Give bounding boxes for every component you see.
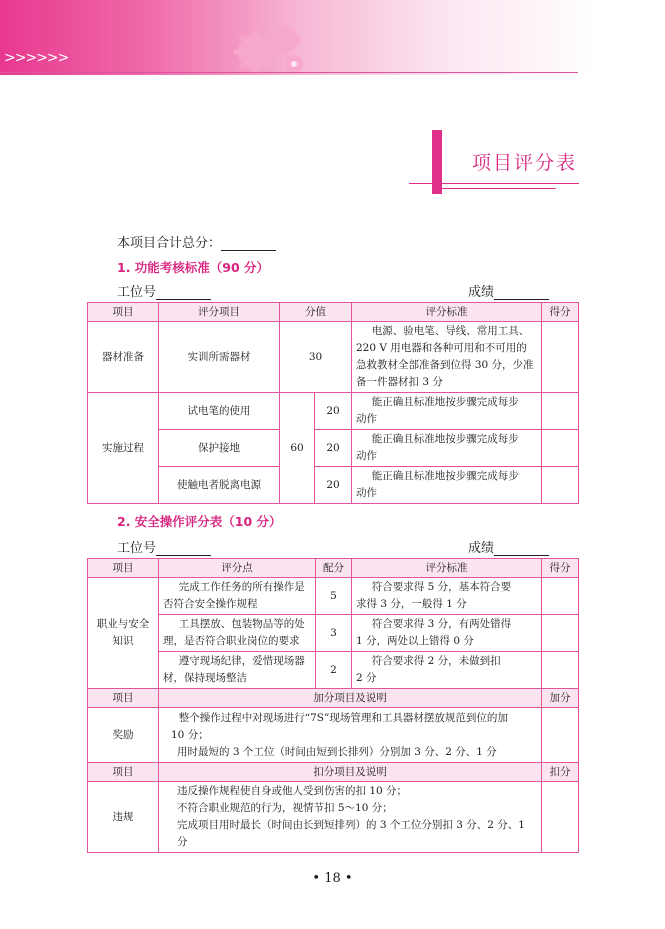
part1-station xyxy=(117,281,211,300)
criteria-line: 电源、验电笔、导线、常用工具、 xyxy=(371,325,530,337)
project-cell: 实施过程 xyxy=(88,393,159,504)
score-input-cell[interactable] xyxy=(542,652,579,689)
criteria-line: 能正确且标准地按步骤完成每步 xyxy=(371,433,519,445)
point-line: 理，是否符合职业岗位的要求 xyxy=(163,635,300,647)
table-row xyxy=(88,578,579,615)
col-header: 评分项目 xyxy=(159,303,280,322)
criteria-line: 急救教材全部准备到位得 30 分，少准 xyxy=(356,359,534,371)
project-cell: 器材准备 xyxy=(88,322,159,393)
title-underline-secondary xyxy=(440,188,556,189)
header-band xyxy=(0,0,665,75)
table-header-row xyxy=(88,559,579,578)
criteria-line: 符合要求得 3 分，有两处错得 xyxy=(371,618,512,630)
section-title: 项目评分表 xyxy=(472,152,578,174)
criteria-line: 1 分，两处以上错得 0 分 xyxy=(356,635,474,647)
score-cell: 2 xyxy=(316,652,352,689)
criteria-line: 动作 xyxy=(356,487,377,499)
project-line: 知识 xyxy=(112,635,134,647)
score-input-cell[interactable] xyxy=(542,578,579,615)
project-cell xyxy=(88,578,159,689)
point-line: 材，保持现场整洁 xyxy=(163,672,247,684)
station-label: 工位号 xyxy=(117,285,157,300)
item-cell: 使触电者脱离电源 xyxy=(159,467,280,504)
function-score-table xyxy=(87,302,579,504)
point-cell xyxy=(159,652,316,689)
criteria-cell xyxy=(352,615,542,652)
score-cell: 20 xyxy=(315,393,352,430)
col-header: 得分 xyxy=(542,303,579,322)
col-header: 扣分项目及说明 xyxy=(159,763,542,782)
criteria-line: 求得 3 分，一般得 1 分 xyxy=(356,598,467,610)
score-input-cell[interactable] xyxy=(542,393,579,430)
title-accent-bar xyxy=(432,130,442,194)
header-divider xyxy=(0,72,578,73)
col-header: 项目 xyxy=(88,689,159,708)
col-header: 项目 xyxy=(88,303,159,322)
criteria-cell xyxy=(352,652,542,689)
bonus-line: 用时最短的 3 个工位（时间由短到长排列）分别加 3 分、2 分、1 分 xyxy=(177,745,497,758)
criteria-cell xyxy=(352,430,542,467)
penalty-line: 违反操作规程使自身或他人受到伤害的扣 10 分； xyxy=(177,785,408,797)
penalty-line: 完成项目用时最长（时间由长到短排列）的 3 个工位分别扣 3 分、2 分、1 分 xyxy=(177,819,525,848)
criteria-cell xyxy=(352,322,542,393)
table-row xyxy=(88,708,579,763)
col-header: 评分标准 xyxy=(352,303,542,322)
penalty-desc-cell xyxy=(159,782,542,853)
criteria-cell xyxy=(352,393,542,430)
part1-heading: 1. 功能考核标准（90 分） xyxy=(117,260,270,275)
score-input-cell[interactable] xyxy=(542,322,579,393)
point-line: 遵守现场纪律，爱惜现场器 xyxy=(178,655,305,667)
project-cell: 违规 xyxy=(88,782,159,853)
score-input-cell[interactable] xyxy=(542,708,579,763)
penalty-line: 不符合职业规范的行为，视情节扣 5～10 分； xyxy=(177,802,393,814)
criteria-line: 备一件器材扣 3 分 xyxy=(356,376,443,388)
part1-grade xyxy=(468,281,549,300)
bonus-line: 整个操作过程中对现场进行“7S”现场管理和工具器材摆放规范到位的加 xyxy=(178,711,508,724)
gear-icon xyxy=(228,18,318,80)
point-line: 否符合安全操作规程 xyxy=(163,598,258,610)
safety-score-table xyxy=(87,558,579,853)
score-input-cell[interactable] xyxy=(542,467,579,504)
col-header: 项目 xyxy=(88,559,159,578)
table-row xyxy=(88,615,579,652)
col-header: 加分项目及说明 xyxy=(159,689,542,708)
item-cell: 实训所需器材 xyxy=(159,322,280,393)
grade-blank[interactable] xyxy=(494,541,549,556)
table-row xyxy=(88,467,579,504)
col-header: 评分标准 xyxy=(352,559,542,578)
point-cell xyxy=(159,615,316,652)
group-score-cell: 60 xyxy=(280,393,315,504)
score-input-cell[interactable] xyxy=(542,615,579,652)
table-row xyxy=(88,430,579,467)
score-cell: 3 xyxy=(316,615,352,652)
score-cell: 5 xyxy=(316,578,352,615)
criteria-line: 2 分 xyxy=(356,672,377,684)
penalty-header-row xyxy=(88,763,579,782)
station-blank[interactable] xyxy=(156,541,211,556)
criteria-line: 220 V 用电器和各种可用和不可用的 xyxy=(356,342,527,354)
chevron-decoration: >>>>>> xyxy=(4,50,69,66)
score-input-cell[interactable] xyxy=(542,430,579,467)
col-header: 项目 xyxy=(88,763,159,782)
criteria-cell xyxy=(352,578,542,615)
grade-label: 成绩 xyxy=(468,285,495,300)
point-line: 完成工作任务的所有操作是 xyxy=(178,581,305,593)
score-input-cell[interactable] xyxy=(542,782,579,853)
table-row xyxy=(88,782,579,853)
bonus-line: 10 分； xyxy=(171,728,209,741)
part2-grade xyxy=(468,537,549,556)
project-cell: 奖励 xyxy=(88,708,159,763)
criteria-line: 能正确且标准地按步骤完成每步 xyxy=(371,470,519,482)
point-cell xyxy=(159,578,316,615)
grade-label: 成绩 xyxy=(468,541,495,556)
criteria-cell xyxy=(352,467,542,504)
total-score-blank[interactable] xyxy=(221,236,276,251)
station-blank[interactable] xyxy=(156,285,211,300)
col-header: 分值 xyxy=(280,303,352,322)
table-header-row xyxy=(88,303,579,322)
col-header: 扣分 xyxy=(542,763,579,782)
col-header: 配分 xyxy=(316,559,352,578)
bonus-header-row xyxy=(88,689,579,708)
criteria-line: 动作 xyxy=(356,450,377,462)
total-score-line xyxy=(117,232,276,251)
criteria-line: 能正确且标准地按步骤完成每步 xyxy=(371,396,519,408)
page-number: • 18 • xyxy=(312,871,353,886)
title-underline xyxy=(409,183,579,184)
col-header: 得分 xyxy=(542,559,579,578)
criteria-line: 符合要求得 2 分，未做到扣 xyxy=(371,655,501,667)
part2-heading: 2. 安全操作评分表（10 分） xyxy=(117,514,282,529)
grade-blank[interactable] xyxy=(494,285,549,300)
total-score-label: 本项目合计总分： xyxy=(117,236,222,251)
col-header: 评分点 xyxy=(159,559,316,578)
part2-station xyxy=(117,537,211,556)
criteria-line: 动作 xyxy=(356,413,377,425)
station-label: 工位号 xyxy=(117,541,157,556)
item-cell: 保护接地 xyxy=(159,430,280,467)
score-cell: 20 xyxy=(315,430,352,467)
point-line: 工具摆放、包装物品等的处 xyxy=(178,618,305,630)
score-cell: 20 xyxy=(315,467,352,504)
col-header: 加分 xyxy=(542,689,579,708)
table-row xyxy=(88,652,579,689)
bonus-desc-cell xyxy=(159,708,542,763)
table-row xyxy=(88,393,579,430)
item-cell: 试电笔的使用 xyxy=(159,393,280,430)
project-line: 职业与安全 xyxy=(96,618,150,630)
score-cell: 30 xyxy=(280,322,352,393)
criteria-line: 符合要求得 5 分，基本符合要 xyxy=(371,581,512,593)
table-row xyxy=(88,322,579,393)
